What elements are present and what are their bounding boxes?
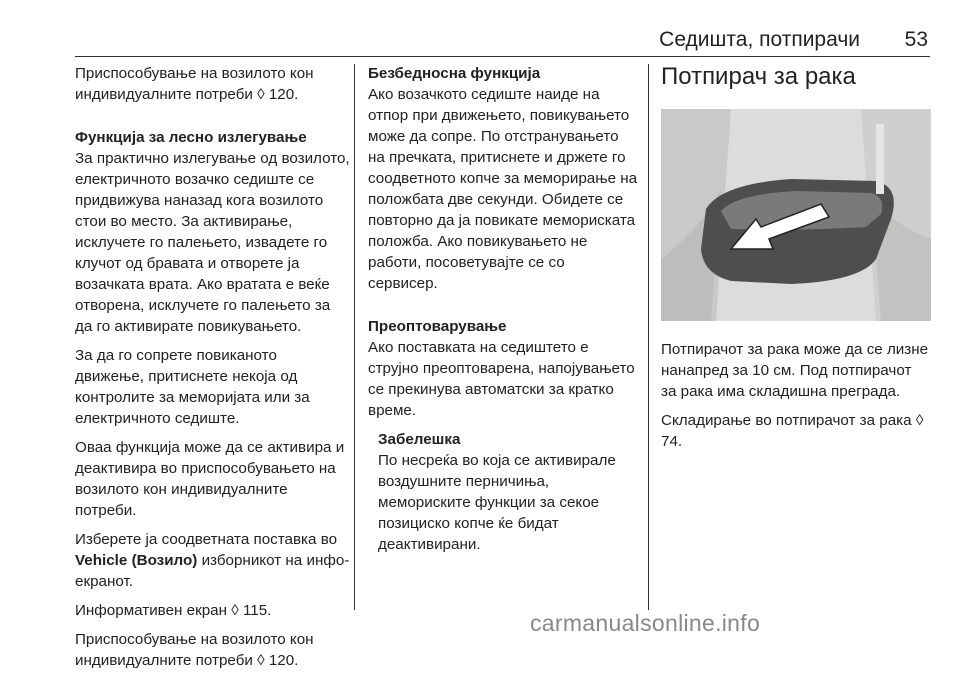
page-number: 53 — [904, 28, 928, 51]
paragraph: Ако поставката на седиштето е струјно преоптоварена, напојувањето се прекинува автоматски за кратко време. — [368, 339, 635, 419]
paragraph: Оваа функција може да се активира и деактивира во приспособувањето на возилото кон индивидуалните потреби. — [75, 439, 345, 519]
column-divider-1 — [354, 64, 355, 610]
armrest-illustration-drawing — [661, 109, 931, 321]
page-header — [75, 28, 930, 58]
column-2 — [368, 63, 638, 563]
paragraph: За практично излегување од возилото, електричното возачко седиште се придвижува наназад кога возилото стои во место. За активирање, исклучете го палењето, извадете го клучот од бравата и отворете ја возачката врата. Ако вратата е веќе отворена, исклучете го палењето за да го активирате повикувањето. — [75, 150, 350, 335]
paragraph: Приспособување на возилото кон индивидуалните потреби ◊ 120. — [75, 65, 314, 103]
armrest-section-title: Потпирач за рака — [661, 63, 856, 90]
safety-function-heading: Безбедносна функција — [368, 65, 541, 82]
column-3 — [661, 63, 931, 460]
paragraph: Потпирачот за рака може да се лизне нанапред за 10 см. Под потпирачот за рака има складишна преграда. — [661, 341, 929, 400]
note-block — [378, 429, 638, 555]
note-text: По несреќа во која се активирале воздушните перничиња, мемориските функции за секое позициско копче ќе бидат деактивирани. — [378, 452, 616, 553]
paragraph: Изберете ја соодветната поставка во Vehicle (Возило) изборникот на инфо-екранот. — [75, 531, 350, 590]
running-title: Седишта, потпирачи — [659, 28, 860, 51]
armrest-illustration — [661, 109, 931, 321]
paragraph: Ако возачкото седиште наиде на отпор при движењето, повикувањето може да сопре. По отстранувањето на пречката, притиснете и држете го соодветното копче за меморирање на положбата две секунди. Обидете се повторно да ја повикате мемориската положба. Ако повикувањето не работи, посоветувајте се со сервисер. — [368, 86, 638, 292]
overload-heading: Преоптоварување — [368, 318, 507, 335]
note-heading: Забелешка — [378, 431, 461, 448]
menu-reference: Vehicle (Возило) — [75, 552, 198, 569]
paragraph: Приспособување на возилото кон индивидуалните потреби ◊ 120. — [75, 631, 314, 669]
column-divider-2 — [648, 64, 649, 610]
column-1 — [75, 63, 350, 679]
paragraph: Информативен екран ◊ 115. — [75, 602, 272, 619]
paragraph: Складирање во потпирачот за рака ◊ 74. — [661, 412, 924, 450]
footer-brand-watermark: carmanualsonline.info — [530, 610, 761, 636]
header-rule — [75, 56, 930, 57]
easy-exit-heading: Функција за лесно излегување — [75, 129, 307, 146]
paragraph: За да го сопрете повиканото движење, притиснете некоја од контролите за меморијата или за електричното седиште. — [75, 347, 310, 427]
